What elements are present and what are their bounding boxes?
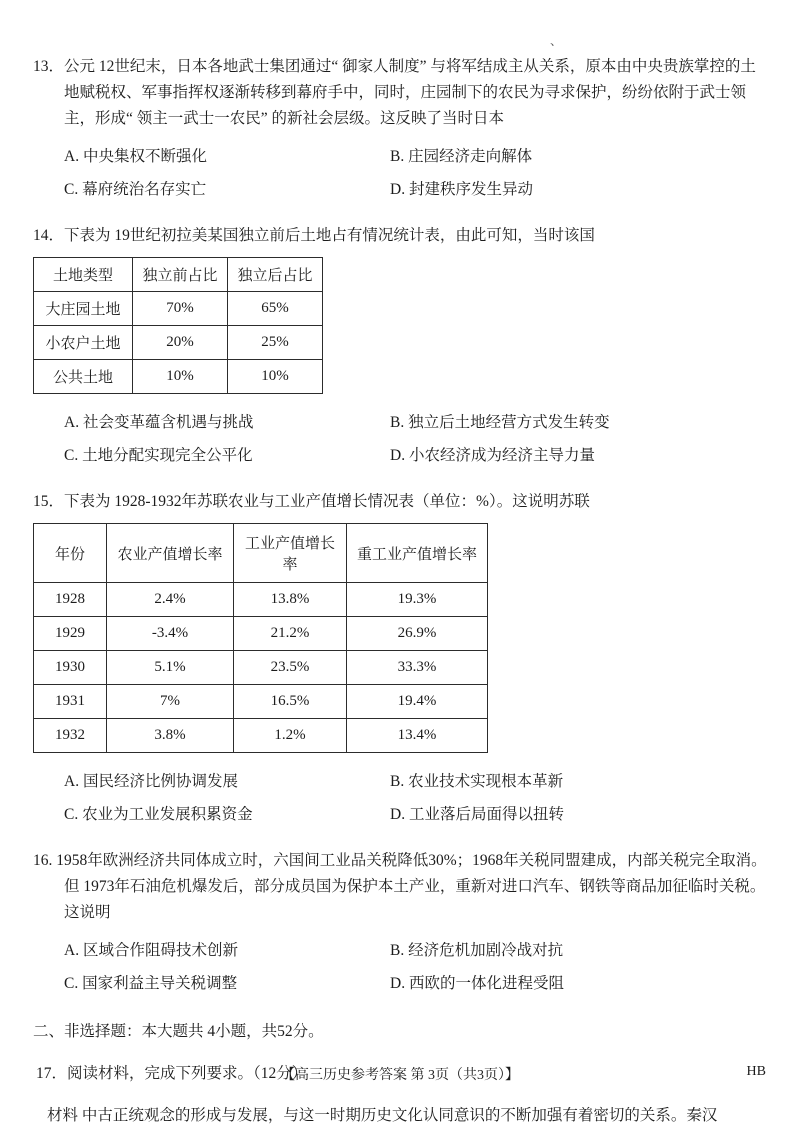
question-13-option-b: B. 庄园经济走向解体 — [390, 148, 533, 165]
table-header-cell: 独立前占比 — [133, 258, 228, 292]
question-16-option-d: D. 西欧的一体化进程受阻 — [390, 975, 564, 992]
table-cell: 70% — [133, 292, 228, 326]
question-15-options — [33, 769, 770, 828]
table-cell: 公共土地 — [34, 360, 133, 394]
table-cell: 1929 — [34, 617, 107, 651]
question-14-option-b: B. 独立后土地经营方式发生转变 — [390, 414, 610, 431]
footer-page-label: 【高三历史参考答案 第 3页（共3页）】 — [281, 1068, 519, 1083]
question-15-option-d: D. 工业落后局面得以扭转 — [390, 806, 564, 823]
question-13-option-d: D. 封建秩序发生异动 — [390, 181, 533, 198]
table-cell: 1931 — [34, 685, 107, 719]
table-cell: 26.9% — [347, 617, 488, 651]
question-14-option-a: A. 社会变革蕴含机遇与挑战 — [64, 414, 254, 431]
section-2-heading: 二、非选择题：本大题共 4小题，共52分。 — [33, 1023, 324, 1040]
question-13-option-c: C. 幕府统治名存实亡 — [64, 181, 207, 198]
page-footer — [0, 1064, 800, 1084]
table-cell: 10% — [228, 360, 323, 394]
question-16-option-b: B. 经济危机加剧冷战对抗 — [390, 942, 564, 959]
question-13-stem: 13．公元 12世纪末，日本各地武士集团通过“ 御家人制度” 与将军结成主从关系，原本由中央贵族掌控的土地赋税权、军事指挥权逐渐转移到幕府手中，同时，庄园制下的农民为寻求保护，纷纷依附于武士领主，形成“ 领主一武士一农民” 的新社会层级。这反映了当时日本 — [33, 58, 756, 127]
table-header-cell: 工业产值增长率 — [234, 524, 347, 583]
table-header-cell: 独立后占比 — [228, 258, 323, 292]
table-cell: 2.4% — [107, 583, 234, 617]
table-cell: 7% — [107, 685, 234, 719]
table-cell: 19.4% — [347, 685, 488, 719]
question-16-stem: 16. 1958年欧洲经济共同体成立时，六国间工业品关税降低30%；1968年关税同盟建成，内部关税完全取消。但 1973年石油危机爆发后，部分成员国为保护本土产业，重新对进口汽车、钢铁等商品加征临时关税。这说明 — [33, 852, 767, 921]
question-15-stem: 15．下表为 1928-1932年苏联农业与工业产值增长情况表（单位：%）。这说明苏联 — [33, 493, 590, 510]
table-header-row — [34, 524, 488, 583]
question-15-option-b: B. 农业技术实现根本革新 — [390, 773, 564, 790]
question-13-options — [33, 144, 770, 203]
question-17-material: 材料 中古正统观念的形成与发展，与这一时期历史文化认同意识的不断加强有着密切的关系。秦汉 — [47, 1107, 718, 1124]
question-13 — [33, 54, 770, 203]
table-cell: 23.5% — [234, 651, 347, 685]
table-cell: 25% — [228, 326, 323, 360]
question-15-option-a: A. 国民经济比例协调发展 — [64, 773, 238, 790]
question-14-option-d: D. 小农经济成为经济主导力量 — [390, 447, 595, 464]
table-cell: 13.8% — [234, 583, 347, 617]
scan-artifact-mark: 、 — [550, 34, 563, 48]
table-cell: 小农户土地 — [34, 326, 133, 360]
table-cell: 1932 — [34, 719, 107, 753]
table-cell: 大庄园土地 — [34, 292, 133, 326]
table-header-cell: 农业产值增长率 — [107, 524, 234, 583]
table-cell: 3.8% — [107, 719, 234, 753]
table-cell: 1930 — [34, 651, 107, 685]
question-17-stem: 17．阅读材料，完成下列要求。（12分） — [36, 1065, 308, 1082]
question-16 — [33, 848, 770, 997]
question-14-option-c: C. 土地分配实现完全公平化 — [64, 447, 253, 464]
question-16-option-a: A. 区域合作阻碍技术创新 — [64, 942, 238, 959]
question-16-options — [33, 938, 770, 997]
table-cell: -3.4% — [107, 617, 234, 651]
question-14 — [33, 223, 770, 469]
table-cell: 19.3% — [347, 583, 488, 617]
land-ownership-table — [33, 257, 323, 394]
table-row — [34, 326, 323, 360]
question-14-options — [33, 410, 770, 469]
table-row — [34, 292, 323, 326]
soviet-growth-table — [33, 523, 488, 753]
table-row — [34, 583, 488, 617]
table-row — [34, 719, 488, 753]
table-cell: 1.2% — [234, 719, 347, 753]
table-header-cell: 重工业产值增长率 — [347, 524, 488, 583]
question-15 — [33, 489, 770, 828]
table-row — [34, 360, 323, 394]
table-row — [34, 685, 488, 719]
table-row — [34, 617, 488, 651]
table-cell: 13.4% — [347, 719, 488, 753]
table-cell: 16.5% — [234, 685, 347, 719]
table-cell: 5.1% — [107, 651, 234, 685]
table-header-cell: 年份 — [34, 524, 107, 583]
question-14-stem: 14．下表为 19世纪初拉美某国独立前后土地占有情况统计表，由此可知，当时该国 — [33, 227, 595, 244]
table-row — [34, 651, 488, 685]
table-cell: 21.2% — [234, 617, 347, 651]
question-15-option-c: C. 农业为工业发展积累资金 — [64, 806, 253, 823]
table-cell: 10% — [133, 360, 228, 394]
table-cell: 20% — [133, 326, 228, 360]
question-13-option-a: A. 中央集权不断强化 — [64, 148, 207, 165]
footer-code: HB — [746, 1064, 766, 1079]
table-header-row — [34, 258, 323, 292]
table-cell: 33.3% — [347, 651, 488, 685]
table-cell: 65% — [228, 292, 323, 326]
question-16-option-c: C. 国家利益主导关税调整 — [64, 975, 238, 992]
table-cell: 1928 — [34, 583, 107, 617]
table-header-cell: 土地类型 — [34, 258, 133, 292]
